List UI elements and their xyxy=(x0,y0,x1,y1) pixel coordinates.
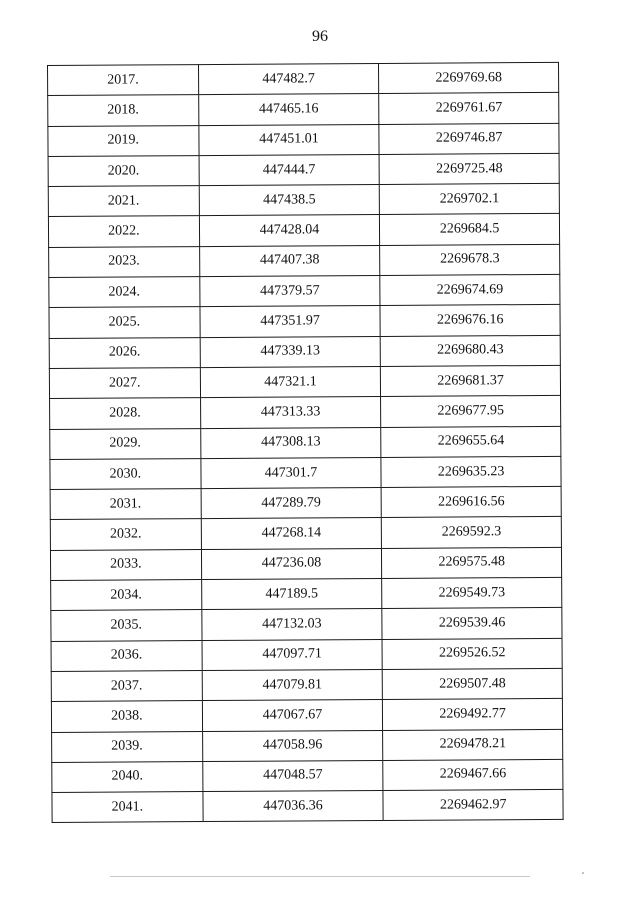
table-row xyxy=(51,638,562,671)
table-row xyxy=(49,305,560,338)
y-coordinate-cell: 2269674.69 xyxy=(380,274,560,305)
x-coordinate-cell: 447379.57 xyxy=(199,276,380,307)
y-coordinate-cell: 2269507.48 xyxy=(383,668,563,699)
y-coordinate-cell: 2269655.64 xyxy=(381,426,561,457)
point-number-cell: 2035. xyxy=(51,610,202,641)
y-coordinate-cell: 2269539.46 xyxy=(382,608,562,639)
table-row xyxy=(50,396,561,429)
point-number-cell: 2021. xyxy=(48,186,199,217)
y-coordinate-cell: 2269761.67 xyxy=(379,93,559,124)
x-coordinate-cell: 447132.03 xyxy=(201,609,382,640)
point-number-cell: 2017. xyxy=(48,65,199,96)
coordinate-table xyxy=(47,62,564,824)
x-coordinate-cell: 447236.08 xyxy=(201,548,382,579)
table-row xyxy=(51,608,562,641)
y-coordinate-cell: 2269616.56 xyxy=(381,487,561,518)
point-number-cell: 2020. xyxy=(48,155,199,186)
y-coordinate-cell: 2269549.73 xyxy=(382,577,562,608)
table-row xyxy=(52,729,563,762)
y-coordinate-cell: 2269467.66 xyxy=(383,759,563,790)
y-coordinate-cell: 2269575.48 xyxy=(382,547,562,578)
table-row xyxy=(50,547,561,580)
y-coordinate-cell: 2269677.95 xyxy=(381,396,561,427)
table-row xyxy=(48,153,559,186)
y-coordinate-cell: 2269592.3 xyxy=(382,517,562,548)
point-number-cell: 2041. xyxy=(52,792,203,823)
table-row xyxy=(49,365,560,398)
point-number-cell: 2030. xyxy=(50,458,201,489)
point-number-cell: 2027. xyxy=(49,368,200,399)
x-coordinate-cell: 447301.7 xyxy=(201,457,382,488)
table-row xyxy=(49,244,560,277)
table-row xyxy=(52,789,563,822)
x-coordinate-cell: 447482.7 xyxy=(198,63,379,94)
point-number-cell: 2034. xyxy=(51,580,202,611)
x-coordinate-cell: 447268.14 xyxy=(201,518,382,549)
x-coordinate-cell: 447067.67 xyxy=(202,700,383,731)
y-coordinate-cell: 2269684.5 xyxy=(380,214,560,245)
table-row xyxy=(48,184,559,217)
table-row xyxy=(49,274,560,307)
y-coordinate-cell: 2269680.43 xyxy=(380,335,560,366)
table-row xyxy=(48,93,559,126)
y-coordinate-cell: 2269702.1 xyxy=(380,184,560,215)
x-coordinate-cell: 447308.13 xyxy=(200,427,381,458)
y-coordinate-cell: 2269462.97 xyxy=(383,789,563,820)
table-row xyxy=(52,759,563,792)
point-number-cell: 2031. xyxy=(50,489,201,520)
y-coordinate-cell: 2269769.68 xyxy=(379,62,559,93)
point-number-cell: 2040. xyxy=(52,761,203,792)
x-coordinate-cell: 447438.5 xyxy=(199,185,380,216)
point-number-cell: 2025. xyxy=(49,307,200,338)
y-coordinate-cell: 2269681.37 xyxy=(381,365,561,396)
table-row xyxy=(50,426,561,459)
x-coordinate-cell: 447428.04 xyxy=(199,215,380,246)
x-coordinate-cell: 447444.7 xyxy=(199,154,380,185)
table-row xyxy=(51,668,562,701)
x-coordinate-cell: 447048.57 xyxy=(202,760,383,791)
scan-bottom-rule xyxy=(110,876,530,877)
y-coordinate-cell: 2269725.48 xyxy=(379,153,559,184)
table-row xyxy=(48,123,559,156)
table-row xyxy=(51,577,562,610)
table-row xyxy=(48,214,559,247)
point-number-cell: 2038. xyxy=(51,701,202,732)
point-number-cell: 2039. xyxy=(52,731,203,762)
x-coordinate-cell: 447339.13 xyxy=(200,336,381,367)
point-number-cell: 2028. xyxy=(50,398,201,429)
x-coordinate-cell: 447097.71 xyxy=(202,639,383,670)
table-row xyxy=(48,62,559,95)
table-row xyxy=(50,456,561,489)
point-number-cell: 2018. xyxy=(48,95,199,126)
y-coordinate-cell: 2269746.87 xyxy=(379,123,559,154)
y-coordinate-cell: 2269676.16 xyxy=(380,305,560,336)
y-coordinate-cell: 2269678.3 xyxy=(380,244,560,275)
table-row xyxy=(51,699,562,732)
table-row xyxy=(50,487,561,520)
x-coordinate-cell: 447058.96 xyxy=(202,730,383,761)
point-number-cell: 2023. xyxy=(49,246,200,277)
y-coordinate-cell: 2269492.77 xyxy=(383,699,563,730)
x-coordinate-cell: 447079.81 xyxy=(202,669,383,700)
x-coordinate-cell: 447189.5 xyxy=(201,579,382,610)
page-number: 96 xyxy=(312,28,328,45)
point-number-cell: 2033. xyxy=(50,549,201,580)
y-coordinate-cell: 2269526.52 xyxy=(382,638,562,669)
x-coordinate-cell: 447289.79 xyxy=(201,488,382,519)
x-coordinate-cell: 447407.38 xyxy=(199,245,380,276)
x-coordinate-cell: 447451.01 xyxy=(199,124,380,155)
point-number-cell: 2026. xyxy=(49,337,200,368)
x-coordinate-cell: 447465.16 xyxy=(198,94,379,125)
point-number-cell: 2022. xyxy=(48,216,199,247)
x-coordinate-cell: 447036.36 xyxy=(203,791,384,822)
y-coordinate-cell: 2269478.21 xyxy=(383,729,563,760)
point-number-cell: 2032. xyxy=(50,519,201,550)
point-number-cell: 2024. xyxy=(49,277,200,308)
point-number-cell: 2019. xyxy=(48,125,199,156)
point-number-cell: 2036. xyxy=(51,640,202,671)
y-coordinate-cell: 2269635.23 xyxy=(381,456,561,487)
point-number-cell: 2037. xyxy=(51,671,202,702)
point-number-cell: 2029. xyxy=(50,428,201,459)
x-coordinate-cell: 447313.33 xyxy=(200,397,381,428)
table-row xyxy=(49,335,560,368)
x-coordinate-cell: 447321.1 xyxy=(200,366,381,397)
x-coordinate-cell: 447351.97 xyxy=(200,306,381,337)
table-row xyxy=(50,517,561,550)
scan-speck xyxy=(582,872,584,874)
coordinate-table-body xyxy=(48,62,564,823)
